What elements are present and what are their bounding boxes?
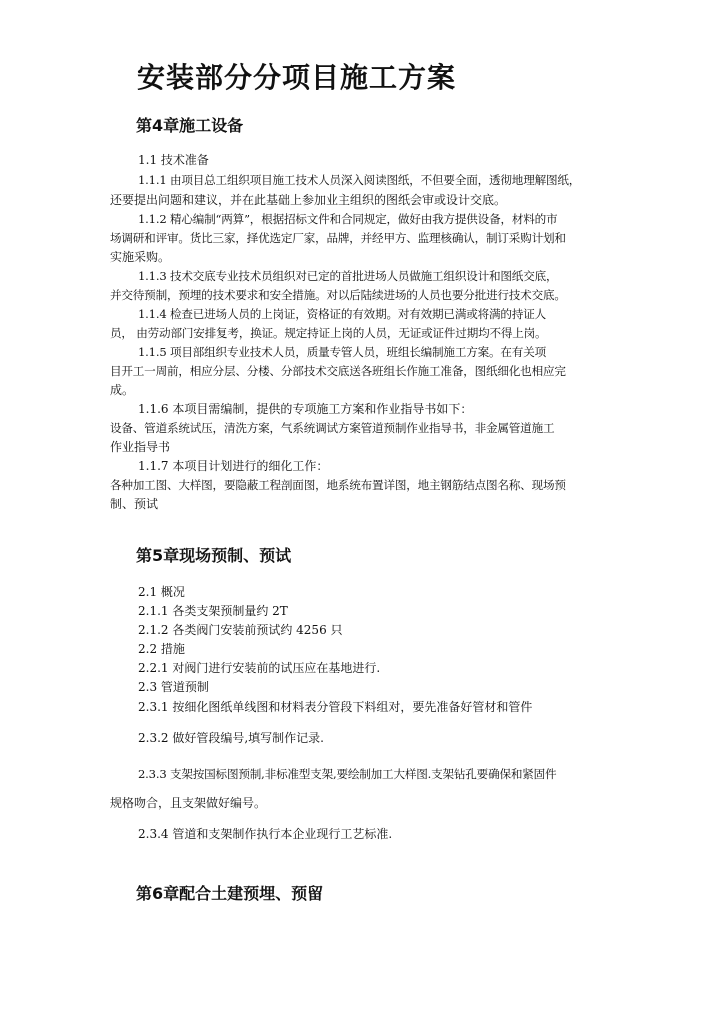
paragraph-line: 1.1.1 由项目总工组织项目施工技术人员深入阅读图纸，不但要全面，透彻地理解图纸， xyxy=(138,173,581,187)
paragraph-line: 1.1.2 精心编制“两算”，根据招标文件和合同规定，做好由我方提供设备，材料的市 xyxy=(138,212,558,226)
paragraph-line: 员， 由劳动部门安排复考，换证。规定持证上岗的人员，无证或证件过期均不得上岗。 xyxy=(110,326,547,340)
paragraph-line: 2.1.1 各类支架预制量约 2T xyxy=(138,604,288,618)
document-title: 安装部分分项目施工方案 xyxy=(137,61,457,94)
paragraph-line: 各种加工图、大样图，要隐蔽工程剖面图，地系统布置详图，地主钢筋结点图名称、现场预 xyxy=(110,478,566,492)
paragraph-line: 设备、管道系统试压，清洗方案，气系统调试方案管道预制作业指导书，非金属管道施工 xyxy=(110,421,555,435)
paragraph-line: 2.2.1 对阀门进行安装前的试压应在基地进行. xyxy=(138,661,381,675)
chapter-heading: 第5章现场预制、预试 xyxy=(136,546,292,565)
paragraph-line: 制、预试 xyxy=(110,497,159,511)
paragraph-line: 1.1.3 技术交底专业技术员组织对已定的首批进场人员做施工组织设计和图纸交底， xyxy=(138,269,558,283)
paragraph-line: 成。 xyxy=(110,383,135,397)
paragraph-line: 2.3 管道预制 xyxy=(138,680,209,694)
paragraph-line: 2.1 概况 xyxy=(138,585,185,599)
paragraph-line: 1.1.4 检查已进场人员的上岗证，资格证的有效期。对有效期已满或将满的持证人 xyxy=(138,307,546,321)
paragraph-line: 实施采购。 xyxy=(110,250,171,264)
paragraph-line: 2.3.4 管道和支架制作执行本企业现行工艺标准. xyxy=(138,827,393,841)
paragraph-line: 还要提出问题和建议，并在此基础上参加业主组织的图纸会审或设计交底。 xyxy=(110,193,507,207)
paragraph-line: 1.1.6 本项目需编制，提供的专项施工方案和作业指导书如下： xyxy=(138,402,473,416)
chapter-heading: 第6章配合土建预埋、预留 xyxy=(136,884,324,903)
paragraph-line: 作业指导书 xyxy=(110,440,171,454)
paragraph-line: 2.3.1 按细化图纸单线图和材料表分管段下料组对，要先准备好管材和管件 xyxy=(138,700,533,714)
paragraph-line: 规格吻合，且支架做好编号。 xyxy=(110,796,267,810)
paragraph-line: 1.1.7 本项目计划进行的细化工作： xyxy=(138,459,329,473)
paragraph-line: 2.2 措施 xyxy=(138,642,185,656)
paragraph-line: 并交待预制，预埋的技术要求和安全措施。对以后陆续进场的人员也要分批进行技术交底。 xyxy=(110,288,566,302)
paragraph-line: 场调研和评审。货比三家，择优选定厂家，品牌，并经甲方、监理核确认，制订采购计划和 xyxy=(110,231,566,245)
paragraph-line: 1.1.5 项目部组织专业技术人员，质量专管人员，班组长编制施工方案。在有关项 xyxy=(138,345,546,359)
chapter-heading: 第4章施工设备 xyxy=(136,116,244,135)
paragraph-line: 目开工一周前，相应分层、分楼、分部技术交底送各班组长作施工准备，图纸细化也相应完 xyxy=(110,364,566,378)
paragraph-line: 2.1.2 各类阀门安装前预试约 4256 只 xyxy=(138,623,343,637)
paragraph-line: 2.3.2 做好管段编号,填写制作记录. xyxy=(138,731,324,745)
paragraph-line: 2.3.3 支架按国标图预制,非标准型支架,要绘制加工大样图.支架钻孔要确保和紧固件 xyxy=(138,767,557,781)
paragraph-line: 1.1 技术准备 xyxy=(138,153,209,167)
